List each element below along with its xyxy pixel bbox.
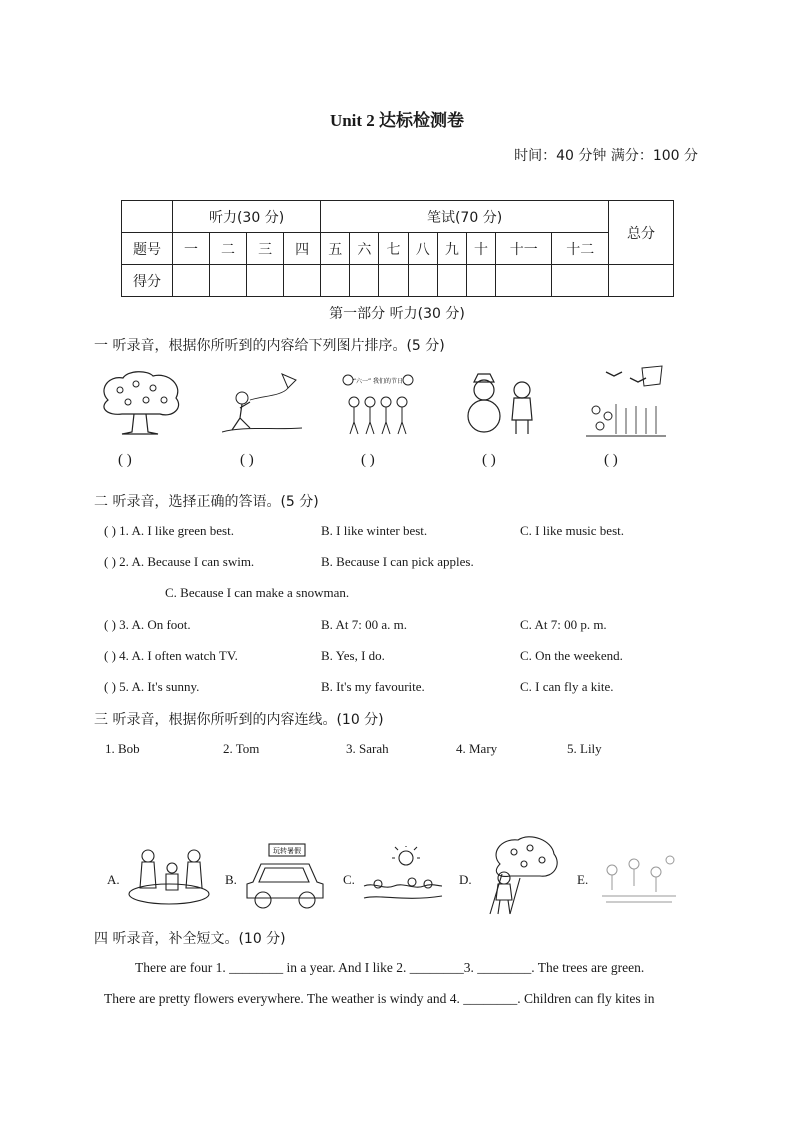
tree-icon	[98, 370, 184, 436]
num-cell: 四	[284, 233, 321, 265]
score-cell[interactable]	[210, 265, 247, 297]
answer-blank[interactable]: ( )	[240, 452, 254, 468]
car-sign: 玩转暑假	[273, 847, 301, 855]
option-letter: D.	[459, 872, 472, 887]
section4-title: 四 听录音，补全短文。(10 分)	[94, 931, 286, 947]
section3-title: 三 听录音，根据你所听到的内容连线。(10 分)	[94, 712, 384, 728]
passage-line-2: There are pretty flowers everywhere. The weather is windy and 4. ________. Children can fly kites in	[104, 991, 655, 1006]
question-4-c: C. On the weekend.	[520, 648, 623, 663]
swimming-icon	[362, 846, 444, 908]
num-cell: 七	[379, 233, 408, 265]
answer-blank[interactable]: ( )	[482, 452, 496, 468]
question-3-c: C. At 7: 00 p. m.	[520, 617, 607, 632]
festival-banner: “六一” 我们的节日	[352, 378, 404, 385]
option-letter: B.	[225, 872, 237, 887]
question-2-a: ( ) 2. A. Because I can swim.	[104, 554, 255, 569]
row-label-score: 得分	[122, 265, 173, 297]
question-5-c: C. I can fly a kite.	[520, 679, 614, 694]
score-cell[interactable]	[552, 265, 609, 297]
num-cell: 二	[210, 233, 247, 265]
question-1-c: C. I like music best.	[520, 523, 624, 538]
name-item: 5. Lily	[567, 741, 602, 756]
question-2-c: C. Because I can make a snowman.	[165, 585, 350, 600]
num-cell: 十二	[552, 233, 609, 265]
score-cell[interactable]	[247, 265, 284, 297]
score-cell[interactable]	[437, 265, 466, 297]
question-4-b: B. Yes, I do.	[321, 648, 385, 663]
total-score-cell[interactable]	[609, 265, 674, 297]
question-4-a: ( ) 4. A. I often watch TV.	[104, 648, 238, 663]
exam-meta: 时间：40 分钟 满分：100 分	[514, 148, 698, 164]
car-trip-icon	[243, 842, 327, 912]
num-cell: 三	[247, 233, 284, 265]
num-cell: 一	[173, 233, 210, 265]
question-5-a: ( ) 5. A. It's sunny.	[104, 679, 200, 694]
name-item: 3. Sarah	[346, 741, 389, 756]
score-cell[interactable]	[321, 265, 350, 297]
score-cell[interactable]	[408, 265, 437, 297]
picnic-family-icon	[126, 844, 212, 908]
score-cell[interactable]	[284, 265, 321, 297]
apple-picking-icon	[480, 834, 562, 916]
score-cell[interactable]	[466, 265, 495, 297]
num-cell: 十	[466, 233, 495, 265]
answer-blank[interactable]: ( )	[118, 452, 132, 468]
score-table	[121, 200, 674, 297]
question-1-b: B. I like winter best.	[321, 523, 428, 538]
score-cell[interactable]	[173, 265, 210, 297]
page-title: Unit 2 达标检测卷	[329, 111, 465, 130]
num-cell: 六	[350, 233, 379, 265]
question-1-a: ( ) 1. A. I like green best.	[104, 523, 234, 538]
row-label-num: 题号	[122, 233, 173, 265]
children-festival-icon	[340, 372, 416, 436]
question-2-b: B. Because I can pick apples.	[321, 554, 474, 569]
score-cell[interactable]	[496, 265, 552, 297]
kite-boy-icon	[222, 372, 308, 436]
name-item: 1. Bob	[105, 741, 140, 756]
spring-field-icon	[586, 364, 666, 438]
num-cell: 五	[321, 233, 350, 265]
name-item: 2. Tom	[223, 741, 260, 756]
answer-blank[interactable]: ( )	[604, 452, 618, 468]
num-cell: 八	[408, 233, 437, 265]
listening-header: 听力(30 分)	[173, 201, 321, 233]
section2-title: 二 听录音，选择正确的答语。(5 分)	[94, 494, 319, 510]
option-letter: E.	[577, 872, 589, 887]
passage-line-1: There are four 1. ________ in a year. And I like 2. ________3. ________. The trees are green.	[135, 960, 645, 975]
option-letter: C.	[343, 872, 355, 887]
section1-title: 一 听录音，根据你所听到的内容给下列图片排序。(5 分)	[94, 338, 445, 354]
question-5-b: B. It's my favourite.	[321, 679, 425, 694]
num-cell: 九	[437, 233, 466, 265]
written-header: 笔试(70 分)	[321, 201, 609, 233]
question-3-a: ( ) 3. A. On foot.	[104, 617, 191, 632]
total-header: 总分	[609, 201, 674, 265]
option-letter: A.	[107, 872, 120, 887]
name-item: 4. Mary	[456, 741, 498, 756]
table-corner	[122, 201, 173, 233]
question-3-b: B. At 7: 00 a. m.	[321, 617, 407, 632]
playground-scene-icon	[598, 850, 680, 906]
answer-blank[interactable]: ( )	[361, 452, 375, 468]
snowman-icon	[462, 370, 546, 436]
part-heading: 第一部分 听力(30 分)	[329, 306, 465, 322]
score-cell[interactable]	[379, 265, 408, 297]
score-cell[interactable]	[350, 265, 379, 297]
num-cell: 十一	[496, 233, 552, 265]
